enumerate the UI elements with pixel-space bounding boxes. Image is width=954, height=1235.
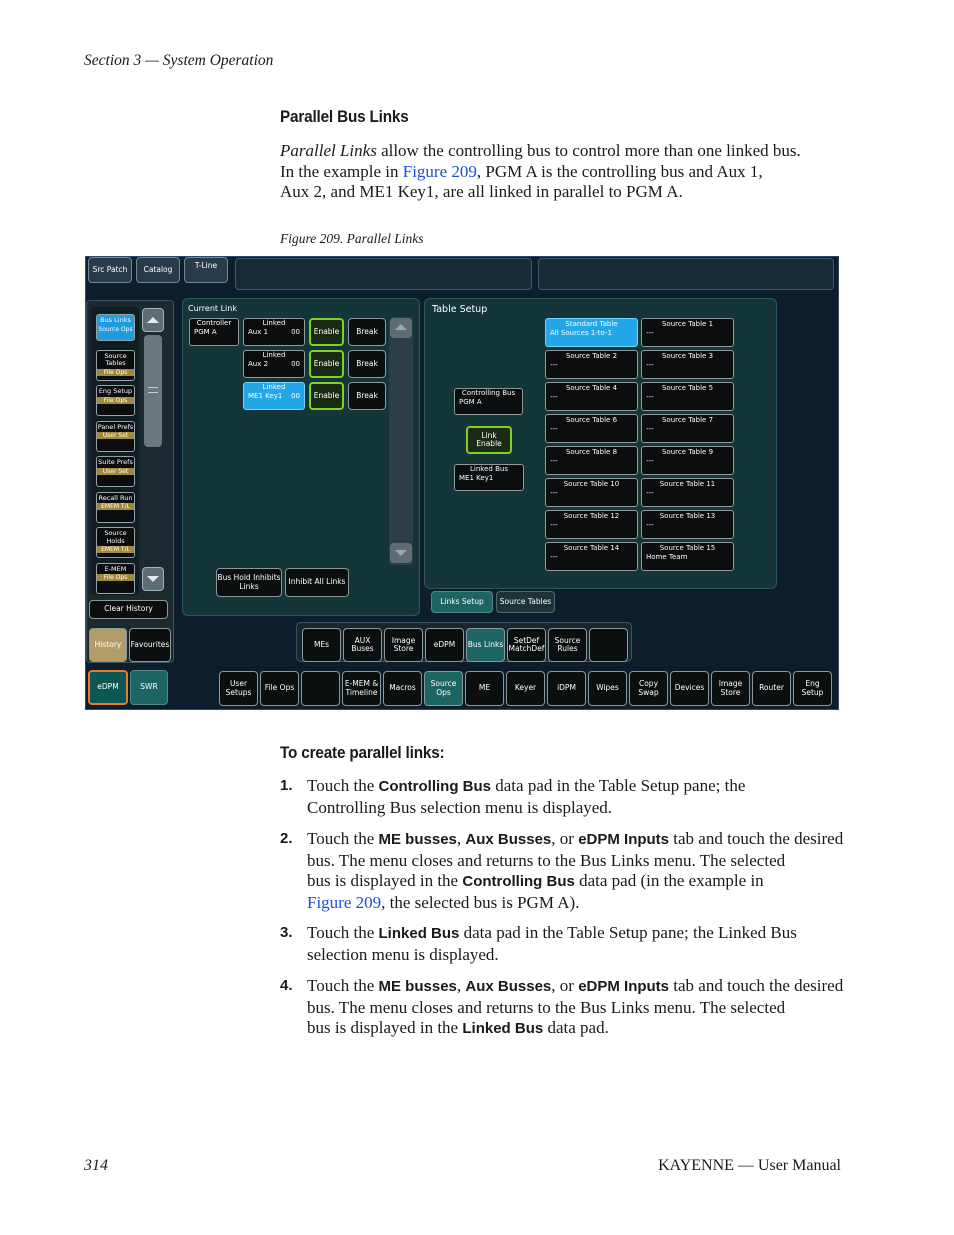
source-table-title: Source Table 11 xyxy=(659,480,716,488)
linked-bus-name: Aux 1 xyxy=(248,328,269,336)
step-4-number: 4. xyxy=(280,977,293,994)
step-2-sep-b: , or xyxy=(551,829,579,848)
linked-bus-value: ME1 Key1 xyxy=(459,474,494,482)
side-menu-item[interactable] xyxy=(96,350,135,381)
intro-paragraph xyxy=(280,141,850,203)
side-menu-sublabel: User Set xyxy=(97,432,134,439)
enable-button[interactable]: Enable xyxy=(309,350,344,378)
source-table-title: Source Table 4 xyxy=(565,384,618,392)
current-link-scrollbar[interactable] xyxy=(389,317,413,565)
linked-bus-row xyxy=(244,392,304,401)
enable-button[interactable]: Enable xyxy=(309,382,344,410)
clear-history-button[interactable]: Clear History xyxy=(89,600,168,619)
side-menu-label: Source Holds xyxy=(104,529,127,545)
tab-links-setup[interactable]: Links Setup xyxy=(431,591,493,613)
sub-nav-button[interactable]: MEs xyxy=(302,628,341,662)
linked-title: Linked xyxy=(262,319,286,327)
source-table-value: --- xyxy=(646,329,654,337)
step-2-text-f: , the selected bus is PGM A). xyxy=(381,892,580,912)
intro-text-4: Aux 2, and ME1 Key1, are all linked in parallel to PGM A. xyxy=(280,182,683,201)
side-menu-label: Bus Links xyxy=(100,316,131,324)
sub-nav-button[interactable]: Bus Links xyxy=(466,628,505,662)
linked-title: Linked xyxy=(262,383,286,391)
side-menu-sublabel: File Ops xyxy=(97,369,134,376)
step-4-text-d: bus is displayed in the xyxy=(307,1018,463,1037)
top-empty-area-2 xyxy=(538,258,834,290)
bottom-nav-button[interactable]: Devices xyxy=(670,671,709,706)
cmd-aux-busses-2: Aux Busses xyxy=(465,978,552,995)
side-menu-item[interactable] xyxy=(96,314,135,341)
step-4-text-e: data pad. xyxy=(543,1018,609,1037)
figure-link[interactable]: Figure 209 xyxy=(402,161,477,181)
section-header: Section 3 — System Operation xyxy=(84,52,274,69)
side-menu-label: Eng Setup xyxy=(98,387,133,395)
side-menu-sublabel: File Ops xyxy=(97,397,134,404)
linked-pad[interactable] xyxy=(243,350,305,378)
step-3-text: Touch the xyxy=(307,923,379,942)
source-table-value: --- xyxy=(550,393,558,401)
cmd-aux-busses: Aux Busses xyxy=(465,831,552,848)
side-menu-label: E-MEM xyxy=(104,564,127,573)
linked-bus-name: ME1 Key1 xyxy=(248,392,283,400)
side-menu-item[interactable] xyxy=(96,456,135,487)
figure-caption: Figure 209. Parallel Links xyxy=(280,231,424,246)
top-empty-area-1 xyxy=(235,258,532,290)
side-menu-label: Suite Prefs xyxy=(98,458,133,466)
intro-italic: Parallel Links xyxy=(280,141,377,160)
source-table-pad[interactable] xyxy=(641,510,734,539)
controlling-bus-title: Controlling Bus xyxy=(461,389,516,397)
link-enable-button[interactable]: Link Enable xyxy=(466,426,512,454)
linked-bus-number: 00 xyxy=(291,328,300,336)
controlling-bus-pad[interactable] xyxy=(454,388,523,415)
cmd-linked-bus-2: Linked Bus xyxy=(462,1020,544,1037)
links-scroll-down[interactable] xyxy=(390,543,412,563)
source-table-value: --- xyxy=(550,553,558,561)
controller-pad[interactable] xyxy=(189,318,239,346)
footer-title: KAYENNE — User Manual xyxy=(658,1157,841,1174)
bottom-nav-button[interactable] xyxy=(301,671,340,706)
source-table-pad[interactable] xyxy=(545,510,638,539)
source-table-value: Home Team xyxy=(646,553,688,561)
tab-source-tables[interactable]: Source Tables xyxy=(496,591,555,613)
cmd-controlling-bus-2: Controlling Bus xyxy=(462,873,575,890)
source-table-pad[interactable] xyxy=(641,318,734,347)
source-table-pad[interactable] xyxy=(545,446,638,475)
source-table-pad[interactable] xyxy=(545,382,638,411)
side-menu-sublabel: Source Ops xyxy=(98,325,133,333)
sub-nav-button[interactable]: eDPM xyxy=(425,628,464,662)
links-scroll-up[interactable] xyxy=(390,318,412,338)
controller-value: PGM A xyxy=(194,328,217,336)
source-table-value: --- xyxy=(646,361,654,369)
source-table-value: --- xyxy=(550,489,558,497)
step-4-sep-b: , or xyxy=(551,976,579,995)
step-1-text: Touch the xyxy=(307,776,379,795)
source-table-value: --- xyxy=(550,361,558,369)
bottom-nav-button[interactable]: Copy Swap xyxy=(629,671,668,706)
linked-title: Linked xyxy=(262,351,286,359)
tab-catalog[interactable]: Catalog xyxy=(136,257,180,283)
tab-src-patch[interactable]: Src Patch xyxy=(88,257,132,283)
linked-bus-number: 00 xyxy=(291,360,300,368)
table-setup-title: Table Setup xyxy=(432,304,488,315)
bottom-nav-button[interactable]: User Setups xyxy=(219,671,258,706)
bus-hold-inhibits-links-button[interactable]: Bus Hold Inhibits Links xyxy=(216,568,282,597)
linked-bus-name: Aux 2 xyxy=(248,360,269,368)
source-table-pad[interactable] xyxy=(641,414,734,443)
sub-nav-button[interactable] xyxy=(589,628,628,662)
intro-text-3: , PGM A is the controlling bus and Aux 1, xyxy=(476,161,763,181)
bottom-nav-button[interactable]: Eng Setup xyxy=(793,671,832,706)
source-table-pad[interactable] xyxy=(641,446,734,475)
source-table-pad[interactable] xyxy=(545,478,638,507)
figure-screenshot xyxy=(85,256,839,710)
source-table-value: --- xyxy=(646,489,654,497)
source-table-pad[interactable] xyxy=(545,350,638,379)
side-menu-item[interactable] xyxy=(96,527,135,558)
sub-nav-button[interactable]: SetDef MatchDef xyxy=(507,628,546,662)
linked-bus-number: 00 xyxy=(291,392,300,400)
heading-parallel-bus-links: Parallel Bus Links xyxy=(280,107,409,126)
side-menu-sublabel: EMEM T/L xyxy=(97,503,134,510)
source-table-title: Standard Table xyxy=(565,320,618,328)
source-table-title: Source Table 9 xyxy=(661,448,714,456)
side-menu-label: Panel Prefs xyxy=(97,422,134,431)
bottom-nav-button[interactable]: Keyer xyxy=(506,671,545,706)
source-table-value: --- xyxy=(646,457,654,465)
cmd-edpm-inputs-2: eDPM Inputs xyxy=(578,978,670,995)
side-menu-item[interactable] xyxy=(96,563,135,594)
step-4-text-b: tab and touch the desired xyxy=(669,976,844,995)
source-table-pad[interactable] xyxy=(641,382,734,411)
source-table-pad[interactable] xyxy=(641,478,734,507)
edpm-mode-button[interactable]: eDPM xyxy=(88,670,128,705)
subheading-create-links: To create parallel links: xyxy=(280,743,445,762)
cmd-edpm-inputs: eDPM Inputs xyxy=(578,831,670,848)
source-table-title: Source Table 7 xyxy=(661,416,714,424)
step-2-text: Touch the xyxy=(307,829,379,848)
step-4 xyxy=(280,976,855,1040)
source-table-value: --- xyxy=(550,521,558,529)
source-table-pad[interactable] xyxy=(545,542,638,571)
swr-mode-button[interactable]: SWR xyxy=(130,670,168,705)
step-2-text-c: bus. The menu closes and returns to the Bus Links menu. The selected xyxy=(307,850,786,870)
bottom-nav-button[interactable]: Source Ops xyxy=(424,671,463,706)
step-4-text: Touch the xyxy=(307,976,379,995)
bottom-nav-button[interactable]: ME xyxy=(465,671,504,706)
side-menu-item[interactable] xyxy=(96,421,135,452)
cmd-linked-bus: Linked Bus xyxy=(378,925,460,942)
linked-pad[interactable] xyxy=(243,318,305,346)
source-table-value: --- xyxy=(646,521,654,529)
step-3-text-c: selection menu is displayed. xyxy=(307,944,499,964)
enable-button[interactable]: Enable xyxy=(309,318,344,346)
inhibit-all-links-button[interactable]: Inhibit All Links xyxy=(285,568,349,597)
step-4-text-c: bus. The menu closes and returns to the Bus Links menu. The selected xyxy=(307,997,786,1017)
scroll-down-button[interactable] xyxy=(142,567,164,591)
source-table-title: Source Table 13 xyxy=(659,512,716,520)
step-4-sep: , xyxy=(456,976,466,995)
source-table-value: --- xyxy=(550,425,558,433)
favourites-button[interactable]: Favourites xyxy=(129,628,171,662)
current-link-title: Current Link xyxy=(188,304,237,313)
linked-bus-row xyxy=(244,328,304,337)
bottom-nav-button[interactable]: Image Store xyxy=(711,671,750,706)
step-1-text-b: data pad in the Table Setup pane; the xyxy=(491,776,746,795)
source-table-title: Source Table 15 xyxy=(659,544,716,552)
step-2-text-b: tab and touch the desired xyxy=(669,829,844,848)
tab-t-line[interactable]: T-Line xyxy=(184,257,228,283)
source-table-title: Source Table 2 xyxy=(565,352,618,360)
side-menu-item[interactable] xyxy=(96,385,135,416)
step-3 xyxy=(280,923,855,965)
linked-pad[interactable] xyxy=(243,382,305,410)
source-table-title: Source Table 1 xyxy=(661,320,714,328)
step-2-text-e: data pad (in the example in xyxy=(574,871,764,890)
source-table-title: Source Table 14 xyxy=(563,544,620,552)
side-menu-sublabel: File Ops xyxy=(97,574,134,581)
cmd-controlling-bus: Controlling Bus xyxy=(378,778,492,795)
step-1 xyxy=(280,776,855,818)
step-3-text-b: data pad in the Table Setup pane; the Linked Bus xyxy=(459,923,797,942)
cmd-me-busses: ME busses xyxy=(378,831,457,848)
history-button[interactable]: History xyxy=(89,628,127,662)
break-button[interactable]: Break xyxy=(348,382,386,410)
step-1-number: 1. xyxy=(280,777,293,794)
side-menu-label: Recall Run xyxy=(98,493,133,502)
break-button[interactable]: Break xyxy=(348,350,386,378)
sub-nav-button[interactable]: Image Store xyxy=(384,628,423,662)
source-table-value: --- xyxy=(646,425,654,433)
figure-link-2[interactable]: Figure 209 xyxy=(307,892,382,912)
sub-nav-button[interactable]: Source Rules xyxy=(548,628,587,662)
linked-bus-title: Linked Bus xyxy=(470,465,508,473)
source-table-title: Source Table 8 xyxy=(565,448,618,456)
source-table-pad[interactable] xyxy=(641,350,734,379)
controlling-bus-value: PGM A xyxy=(459,398,482,406)
source-table-title: Source Table 5 xyxy=(661,384,714,392)
source-table-value: All Sources 1-to-1 xyxy=(550,329,612,337)
side-menu-label: Source Tables xyxy=(104,351,127,367)
step-1-text-c: Controlling Bus selection menu is displayed. xyxy=(307,797,613,817)
step-2-sep: , xyxy=(456,829,466,848)
bottom-nav-button[interactable]: Router xyxy=(752,671,791,706)
source-table-pad[interactable] xyxy=(545,318,638,347)
scroll-thumb[interactable] xyxy=(144,335,162,447)
side-menu-sublabel: EMEM T/L xyxy=(97,546,134,553)
sub-nav-button[interactable]: AUX Buses xyxy=(343,628,382,662)
source-table-title: Source Table 10 xyxy=(563,480,620,488)
bottom-nav-button[interactable]: File Ops xyxy=(260,671,299,706)
source-table-pad[interactable] xyxy=(545,414,638,443)
step-2-text-d: bus is displayed in the xyxy=(307,871,463,890)
side-menu-item[interactable] xyxy=(96,492,135,523)
linked-bus-row xyxy=(244,360,304,369)
break-button[interactable]: Break xyxy=(348,318,386,346)
source-table-title: Source Table 6 xyxy=(565,416,618,424)
intro-text-1: allow the controlling bus to control more than one linked bus. xyxy=(376,141,801,160)
step-2-number: 2. xyxy=(280,830,293,847)
source-table-title: Source Table 12 xyxy=(563,512,620,520)
source-table-value: --- xyxy=(646,393,654,401)
side-menu-sublabel: User Set xyxy=(97,468,134,475)
step-2 xyxy=(280,829,855,913)
scroll-up-button[interactable] xyxy=(142,308,164,332)
source-table-title: Source Table 3 xyxy=(661,352,714,360)
source-table-value: --- xyxy=(550,457,558,465)
bottom-nav-button[interactable]: Wipes xyxy=(588,671,627,706)
controller-title: Controller xyxy=(196,319,232,327)
bottom-nav-button[interactable]: E-MEM & Timeline xyxy=(342,671,381,706)
intro-text-2: In the example in xyxy=(280,161,403,181)
source-table-pad[interactable] xyxy=(641,542,734,571)
step-3-number: 3. xyxy=(280,924,293,941)
bottom-nav-button[interactable]: Macros xyxy=(383,671,422,706)
bottom-nav-button[interactable]: iDPM xyxy=(547,671,586,706)
page-number: 314 xyxy=(84,1157,108,1174)
cmd-me-busses-2: ME busses xyxy=(378,978,457,995)
linked-bus-pad[interactable] xyxy=(454,464,524,491)
